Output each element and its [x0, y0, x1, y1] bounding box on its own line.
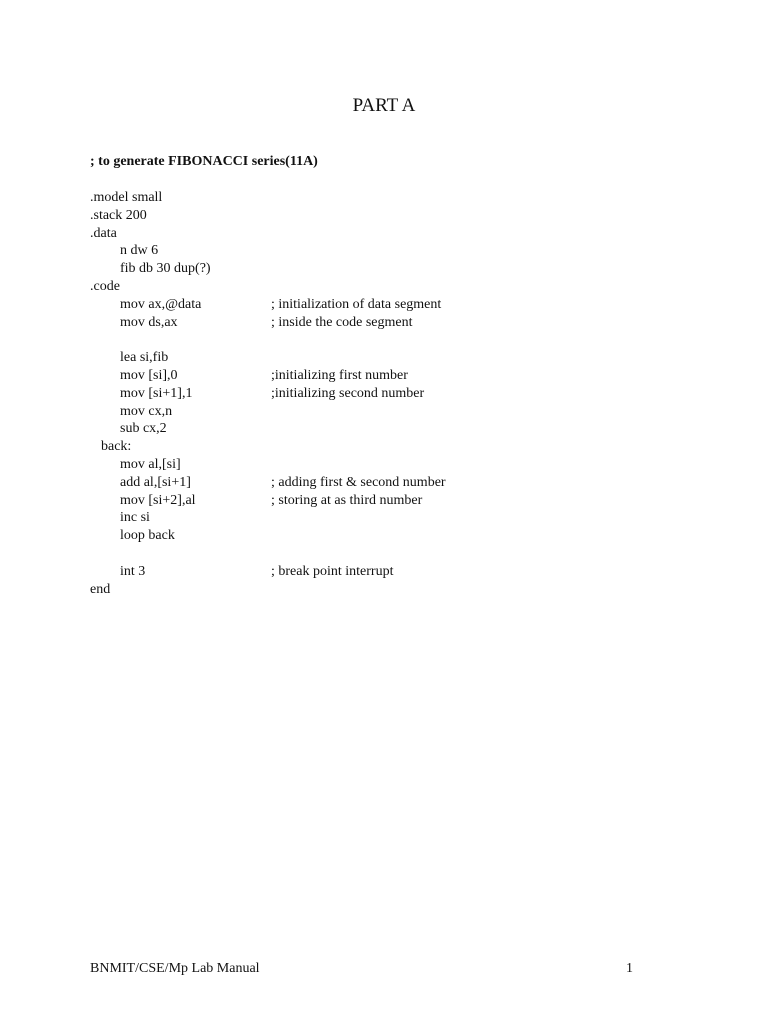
code-text: mov [si],0 [120, 367, 178, 383]
code-line [90, 581, 690, 599]
code-comment: ; storing at as third number [271, 492, 423, 508]
code-text: .model small [90, 190, 163, 205]
code-line [90, 367, 690, 385]
code-text: loop back [120, 528, 175, 544]
code-text: end [90, 581, 111, 597]
code-line [90, 474, 690, 492]
code-line [90, 492, 690, 510]
code-line-blank [90, 545, 690, 563]
code-line [90, 420, 690, 438]
code-line [90, 509, 690, 527]
code-text: sub cx,2 [120, 421, 167, 437]
code-comment: ; adding first & second number [271, 474, 446, 490]
code-text: mov cx,n [120, 403, 173, 419]
code-listing [90, 189, 690, 598]
code-comment: ; break point interrupt [271, 563, 394, 579]
code-line [90, 314, 690, 332]
code-line [90, 189, 690, 207]
code-line [90, 527, 690, 545]
code-line [90, 278, 690, 296]
footer-manual-title: BNMIT/CSE/Mp Lab Manual [90, 961, 260, 976]
code-line [90, 385, 690, 403]
code-text: .code [90, 278, 120, 294]
program-heading: ; to generate FIBONACCI series(11A) [90, 154, 318, 169]
code-text: int 3 [120, 563, 146, 579]
code-line [90, 207, 690, 225]
code-label: back: [101, 439, 132, 455]
code-line [90, 563, 690, 581]
code-line-blank [90, 331, 690, 349]
code-comment: ;initializing first number [271, 367, 408, 383]
code-text: mov al,[si] [120, 456, 181, 472]
code-text: lea si,fib [120, 350, 169, 366]
page-title: PART A [352, 95, 416, 116]
code-line [90, 349, 690, 367]
code-line [90, 456, 690, 474]
code-text: add al,[si+1] [120, 474, 191, 490]
code-line [90, 260, 690, 278]
code-text: mov ds,ax [120, 314, 178, 330]
code-line [90, 225, 690, 243]
code-comment: ;initializing second number [271, 385, 425, 401]
code-text: mov ax,@data [120, 296, 202, 312]
code-text: inc si [120, 510, 150, 526]
code-line [90, 242, 690, 260]
code-text: .stack 200 [90, 207, 147, 223]
code-comment: ; inside the code segment [271, 314, 413, 330]
page-number: 1 [626, 961, 633, 976]
code-comment: ; initialization of data segment [271, 296, 442, 312]
code-line [90, 296, 690, 314]
code-text: .data [90, 225, 117, 241]
code-line [90, 403, 690, 421]
code-text: fib db 30 dup(?) [120, 261, 211, 277]
code-text: n dw 6 [120, 243, 159, 259]
code-text: mov [si+2],al [120, 492, 196, 508]
code-line [90, 438, 690, 456]
code-text: mov [si+1],1 [120, 385, 193, 401]
